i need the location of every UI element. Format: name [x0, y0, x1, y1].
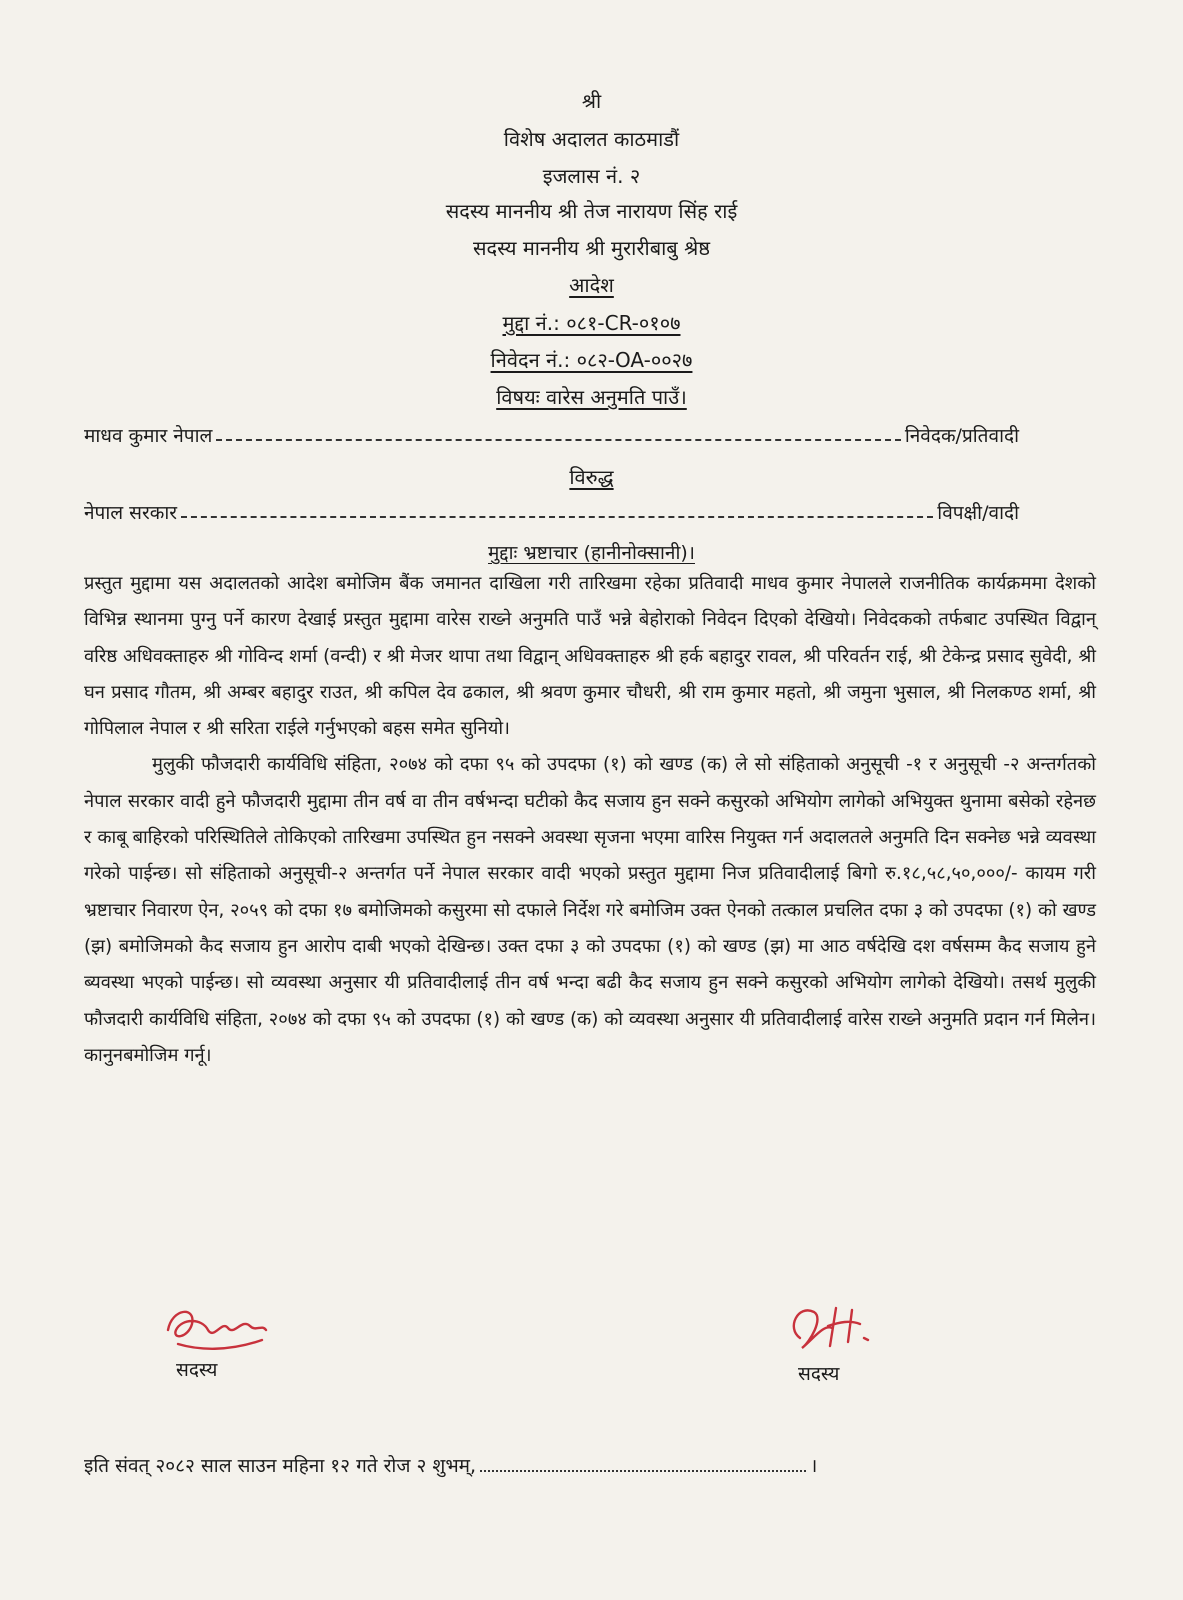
petition-number: निवेदन नं.: ०८२-OA-००२७: [490, 348, 693, 372]
dotted-leader: [480, 1470, 806, 1472]
case-number: मुद्दा नं.: ०८१-CR-०१०७: [502, 311, 681, 335]
court-name: विशेष अदालत काठमाडौं: [503, 127, 680, 151]
order-body: [84, 566, 1096, 1074]
signature-right-stroke: [794, 1308, 868, 1348]
order-date-text: इति संवत् २०८२ साल साउन महिना १२ गते रोज २ शुभम्,: [84, 1455, 477, 1477]
bench-number: इजलास नं. २: [542, 164, 641, 188]
versus-label: विरुद्ध: [569, 465, 614, 489]
opponent-name: नेपाल सरकार: [84, 502, 178, 524]
dashed-leader: [216, 439, 900, 441]
order-end-mark: ।: [810, 1455, 818, 1477]
opponent-role: विपक्षी/वादी: [937, 502, 1019, 524]
paragraph-1: प्रस्तुत मुद्दामा यस अदालतको आदेश बमोजिम बैंक जमानत दाखिला गरी तारिखमा रहेका प्रतिवादी माधव कुमार नेपालले राजनीतिक कार्यक्रममा देशको विभिन्न स्थानमा पुग्नु पर्ने कारण देखाई प्रस्तुत मुद्दामा वारेस राख्ने अनुमति पाउँ भन्ने बेहोराको निवेदन दिएको देखियो। निवेदकको तर्फबाट उपस्थित विद्वान् वरिष्ठ अधिवक्ताहरु श्री गोविन्द शर्मा (वन्दी) र श्री मेजर थापा तथा विद्वान् अधिवक्ताहरु श्री हर्क बहादुर रावल, श्री परिवर्तन राई, श्री टेकेन्द्र प्रसाद सुवेदी, श्री घन प्रसाद गौतम, श्री अम्बर बहादुर राउत, श्री कपिल देव ढकाल, श्री श्रवण कुमार चौधरी, श्री राम कुमार महतो, श्री जमुना भुसाल, श्री निलकण्ठ शर्मा, श्री गोपिलाल नेपाल र श्री सरिता राईले गर्नुभएको बहस समेत सुनियो।: [84, 573, 1096, 740]
signature-right-label: सदस्य: [798, 1363, 840, 1385]
petitioner-name: माधव कुमार नेपाल: [84, 425, 213, 447]
signature-left: [158, 1300, 278, 1360]
opponent-line: [84, 495, 1019, 525]
order-date-line: [84, 1452, 817, 1478]
petitioner-role: निवेदक/प्रतिवादी: [904, 425, 1019, 447]
bench-member-1: सदस्य माननीय श्री तेज नारायण सिंह राई: [445, 199, 738, 223]
petitioner-line: [84, 418, 1019, 448]
order-title: आदेश: [569, 273, 614, 297]
bench-member-2: सदस्य माननीय श्री मुरारीबाबु श्रेष्ठ: [472, 236, 711, 260]
signature-left-stroke: [168, 1312, 266, 1349]
signature-right: [780, 1298, 880, 1362]
case-topic: मुद्दाः भ्रष्टाचार (हानीनोक्सानी)।: [488, 542, 695, 564]
signature-left-label: सदस्य: [176, 1359, 218, 1381]
header-shri: श्री: [581, 89, 602, 113]
order-subject: विषयः वारेस अनुमति पाउँ।: [496, 385, 687, 409]
paragraph-2: मुलुकी फौजदारी कार्यविधि संहिता, २०७४ को दफा ९५ को उपदफा (१) को खण्ड (क) ले सो संहिताको अनुसूची -१ र अनुसूची -२ अन्तर्गतको नेपाल सरकार वादी हुने फौजदारी मुद्दामा तीन वर्ष वा तीन वर्षभन्दा घटीको कैद सजाय हुन सक्ने कसुरको अभियोग लागेको अभियुक्त थुनामा बसेको रहेनछ र काबू बाहिरको परिस्थितिले तोकिएको तारिखमा उपस्थित हुन नसक्ने अवस्था सृजना भएमा वारिस नियुक्त गर्न अदालतले अनुमति दिन सक्नेछ भन्ने व्यवस्था गरेको पाईन्छ। सो संहिताको अनुसूची-२ अन्तर्गत पर्ने नेपाल सरकार वादी भएको प्रस्तुत मुद्दामा निज प्रतिवादीलाई बिगो रु.१८,५८,५०,०००/- कायम गरी भ्रष्टाचार निवारण ऐन, २०५९ को दफा १७ बमोजिमको कसुरमा सो दफाले निर्देश गरे बमोजिम उक्त ऐनको तत्काल प्रचलित दफा ३ को उपदफा (१) को खण्ड (झ) बमोजिमको कैद सजाय हुन आरोप दाबी भएको देखिन्छ। उक्त दफा ३ को उपदफा (१) को खण्ड (झ) मा आठ वर्षदेखि दश वर्षसम्म कैद सजाय हुने ब्यवस्था भएको पाईन्छ। सो व्यवस्था अनुसार यी प्रतिवादीलाई तीन वर्ष भन्दा बढी कैद सजाय हुन सक्ने कसुरको अभियोग लागेको देखियो। तसर्थ मुलुकी फौजदारी कार्यविधि संहिता, २०७४ को दफा ९५ को उपदफा (१) को खण्ड (क) को व्यवस्था अनुसार यी प्रतिवादीलाई वारेस राख्ने अनुमति प्रदान गर्न मिलेन। कानुनबमोजिम गर्नू।: [84, 754, 1096, 1066]
dashed-leader: [181, 516, 933, 518]
